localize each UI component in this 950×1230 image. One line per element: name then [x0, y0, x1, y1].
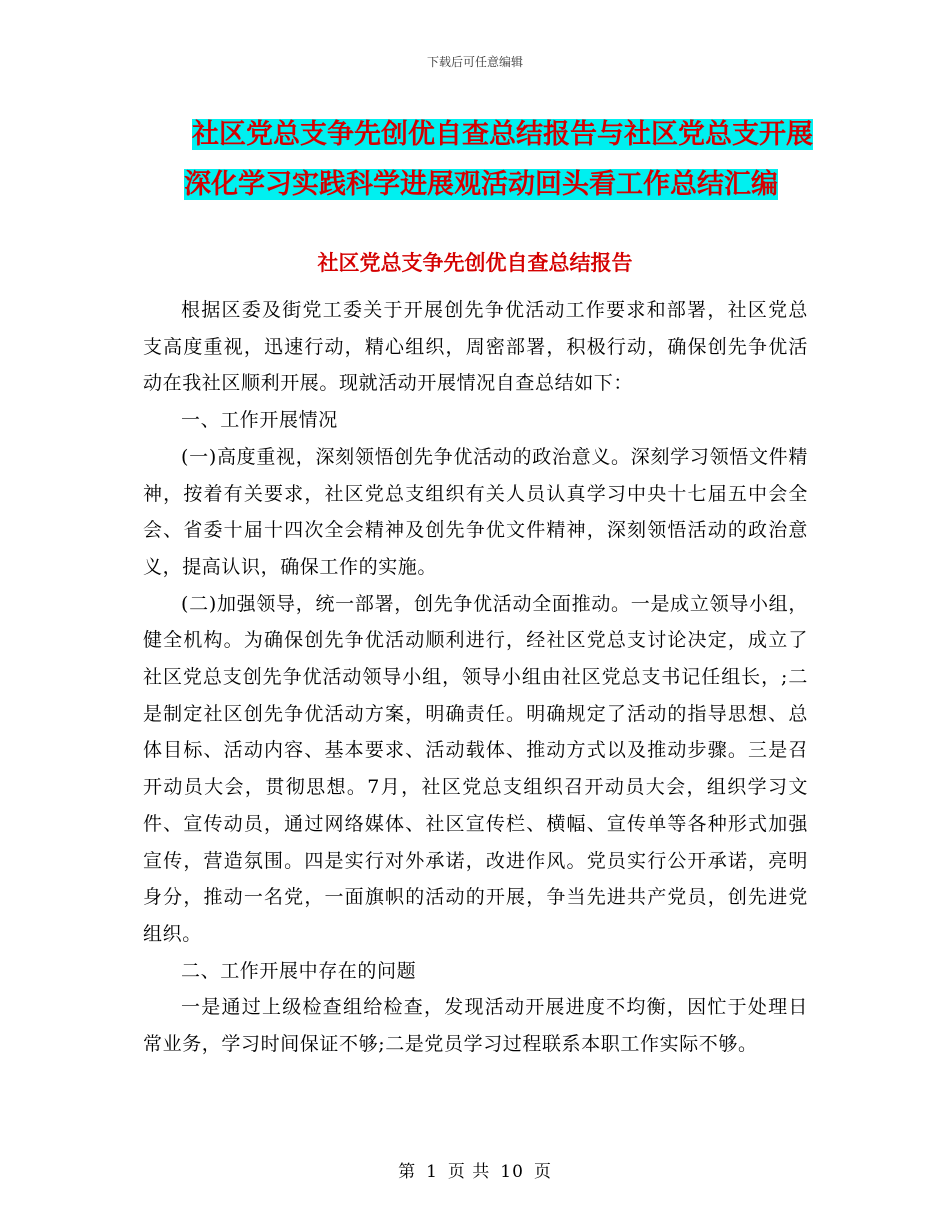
- footer-prefix: 第: [398, 1162, 417, 1182]
- document-title-line-1: [140, 110, 820, 160]
- paragraph-problems: 一是通过上级检查组给检查，发现活动开展进度不均衡，因忙于处理日常业务，学习时间保证不够;二是党员学习过程联系本职工作实际不够。: [143, 996, 808, 1056]
- footer-current-page: 1: [426, 1162, 438, 1182]
- paragraph-point-1: (一)高度重视，深刻领悟创先争优活动的政治意义。深刻学习领悟文件精神，按着有关要求，社区党总支组织有关人员认真学习中央十七届五中会全会、省委十届十四次全会精神及创先争优文件精神，深刻领悟活动的政治意义，提高认识，确保工作的实施。: [143, 445, 808, 578]
- paragraph-intro: 根据区委及街党工委关于开展创先争优活动工作要求和部署，社区党总支高度重视，迅速行动，精心组织，周密部署，积极行动，确保创先争优活动在我社区顺利开展。现就活动开展情况自查总结如下：: [143, 299, 808, 395]
- title-line-1-text: 社区党总支争先创优自查总结报告与社区党总支开展: [192, 119, 813, 150]
- title-line-2-text: 深化学习实践科学进展观活动回头看工作总结汇编: [184, 169, 778, 200]
- document-title: [140, 110, 820, 210]
- footer-middle: 页 共: [447, 1162, 491, 1182]
- footer-total-pages: 10: [500, 1162, 524, 1182]
- document-title-line-2: [140, 160, 820, 210]
- section-title: 社区党总支争先创优自查总结报告: [317, 251, 633, 275]
- page-header-note: 下载后可任意编辑: [426, 55, 523, 69]
- page-footer: [0, 1157, 950, 1182]
- heading-work-progress: 一、工作开展情况: [181, 409, 338, 432]
- document-body: [143, 292, 808, 1063]
- footer-suffix: 页: [533, 1162, 552, 1182]
- paragraph-point-2: (二)加强领导，统一部署，创先争优活动全面推动。一是成立领导小组，健全机构。为确保创先争优活动顺利进行，经社区党总支讨论决定，成立了社区党总支创先争优活动领导小组，领导小组由社区党总支书记任组长，;二是制定社区创先争优活动方案，明确责任。明确规定了活动的指导思想、总体目标、活动内容、基本要求、活动载体、推动方式以及推动步骤。三是召开动员大会，贯彻思想。7月，社区党总支组织召开动员大会，组织学习文件、宣传动员，通过网络媒体、社区宣传栏、横幅、宣传单等各种形式加强宣传，营造氛围。四是实行对外承诺，改进作风。党员实行公开承诺，亮明身分，推动一名党，一面旗帜的活动的开展，争当先进共产党员，创先进党组织。: [143, 592, 808, 945]
- heading-problems: 二、工作开展中存在的问题: [181, 959, 417, 982]
